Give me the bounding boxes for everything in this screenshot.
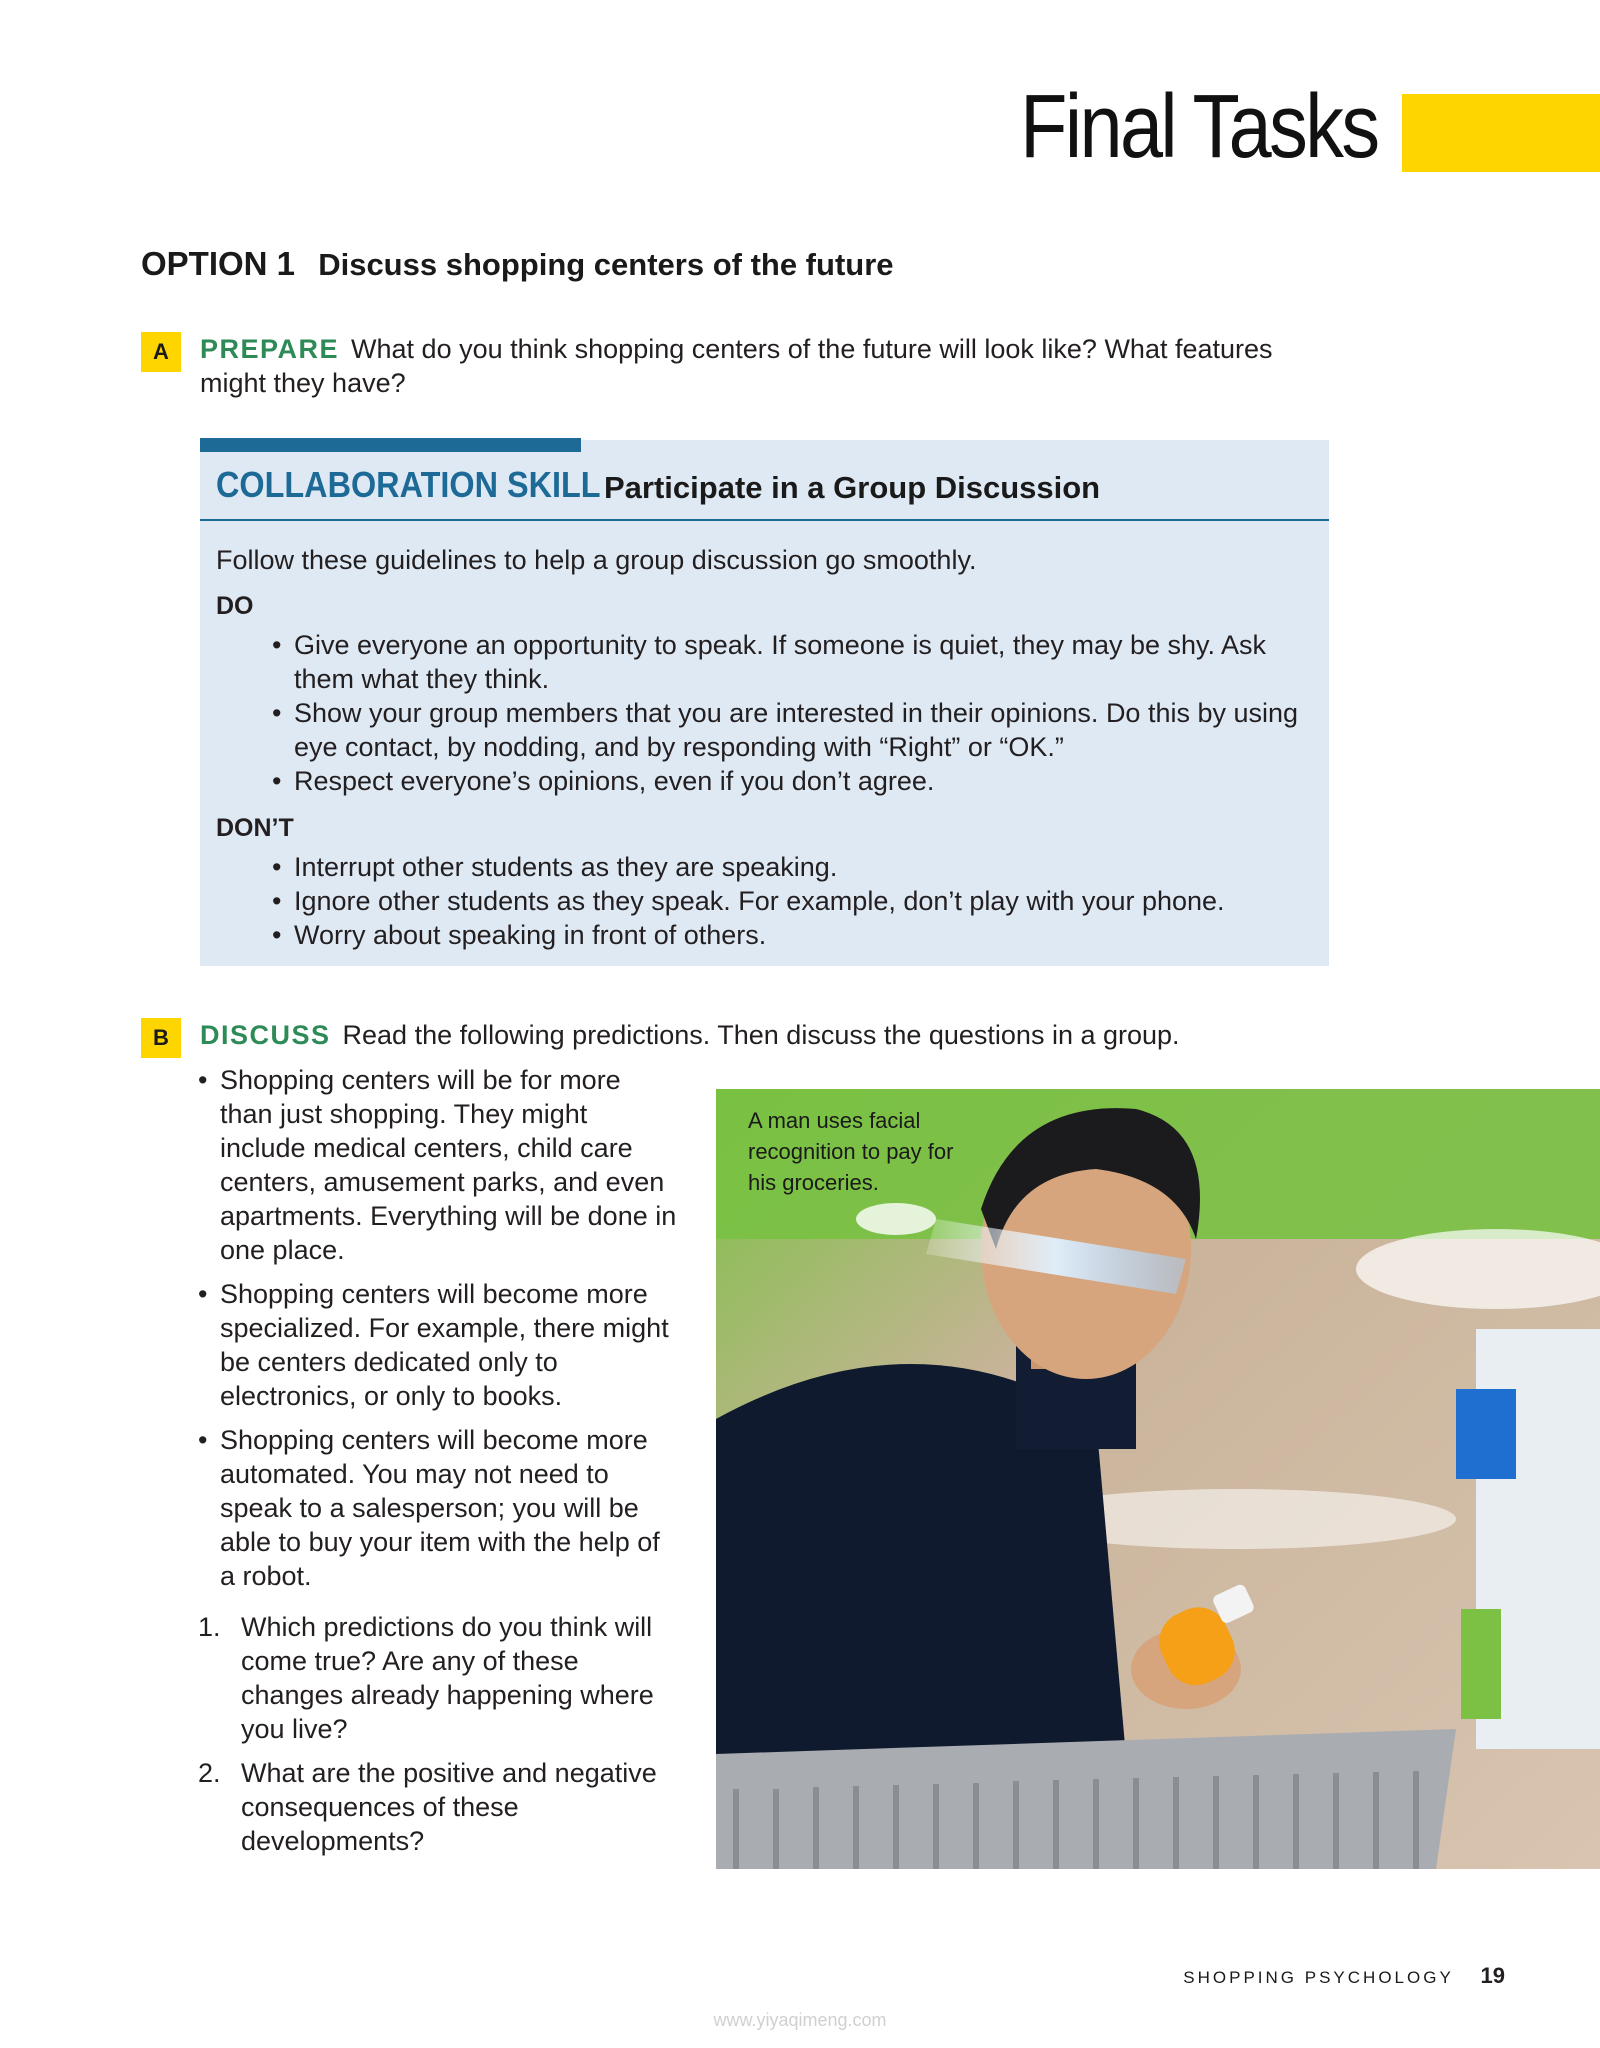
page-number: 19	[1480, 1963, 1505, 1988]
do-item: • Show your group members that you are interested in their opinions. Do this by using eye contact, by nodding, and by responding with “Right” or “OK.”	[270, 696, 1320, 764]
prediction-item: • Shopping centers will become more automated. You may not need to speak to a salesperson; you will be able to buy your item with the help of a robot.	[198, 1423, 678, 1593]
section-b-text: Read the following predictions. Then discuss the questions in a group.	[342, 1020, 1180, 1050]
title-accent-bar	[1402, 94, 1600, 172]
collaboration-skill-label: COLLABORATION SKILL	[216, 464, 601, 505]
question-number: 1.	[198, 1612, 221, 1642]
discussion-questions	[198, 1610, 678, 1868]
prediction-item: • Shopping centers will become more specialized. For example, there might be centers dedicated only to electronics, or only to books.	[198, 1277, 678, 1413]
photo-illustration	[716, 1089, 1600, 1869]
question-text: Which predictions do you think will come true? Are any of these changes already happening where you live?	[241, 1612, 654, 1744]
dont-item: • Ignore other students as they speak. For example, don’t play with your phone.	[270, 884, 1320, 918]
photo-caption: A man uses facial recognition to pay for his groceries.	[748, 1108, 954, 1195]
question-item	[198, 1756, 678, 1858]
section-b-letter-badge: B	[141, 1018, 181, 1058]
dont-label: DON’T	[216, 814, 294, 842]
section-b-keyword: DISCUSS	[200, 1020, 331, 1050]
collaboration-heading	[216, 464, 1101, 506]
section-a-letter-badge: A	[141, 332, 181, 372]
section-a-text: What do you think shopping centers of the future will look like? What features might they have?	[200, 334, 1273, 398]
prediction-item: • Shopping centers will be for more than just shopping. They might include medical centers, child care centers, amusement parks, and even apartments. Everything will be done in one place.	[198, 1063, 678, 1267]
dont-item: • Interrupt other students as they are speaking.	[270, 850, 1320, 884]
question-item	[198, 1610, 678, 1746]
section-a-keyword: PREPARE	[200, 334, 340, 364]
section-a-prompt	[200, 332, 1310, 400]
do-item: • Give everyone an opportunity to speak. If someone is quiet, they may be shy. Ask them what they think.	[270, 628, 1320, 696]
option-number: OPTION 1	[141, 245, 296, 282]
dont-list	[270, 850, 1320, 952]
watermark: www.yiyaqimeng.com	[713, 2010, 887, 2030]
book-title: SHOPPING PSYCHOLOGY	[1183, 1968, 1454, 1987]
page-title: Final Tasks	[1020, 77, 1378, 177]
do-label: DO	[216, 592, 254, 620]
question-number: 2.	[198, 1758, 221, 1788]
collaboration-accent-bar	[200, 438, 581, 452]
page-footer	[1183, 1963, 1505, 1989]
collaboration-divider	[200, 519, 1329, 521]
collaboration-intro: Follow these guidelines to help a group discussion go smoothly.	[216, 545, 977, 575]
dont-item: • Worry about speaking in front of others.	[270, 918, 1320, 952]
do-list	[270, 628, 1320, 798]
section-b-prompt	[200, 1018, 1400, 1052]
question-text: What are the positive and negative consequences of these developments?	[241, 1758, 657, 1856]
predictions-list	[198, 1063, 678, 1603]
option-title: Discuss shopping centers of the future	[318, 247, 894, 282]
do-item: • Respect everyone’s opinions, even if you don’t agree.	[270, 764, 1320, 798]
facial-recognition-photo	[716, 1089, 1600, 1869]
collaboration-topic: Participate in a Group Discussion	[604, 470, 1101, 505]
option-heading	[141, 245, 894, 283]
